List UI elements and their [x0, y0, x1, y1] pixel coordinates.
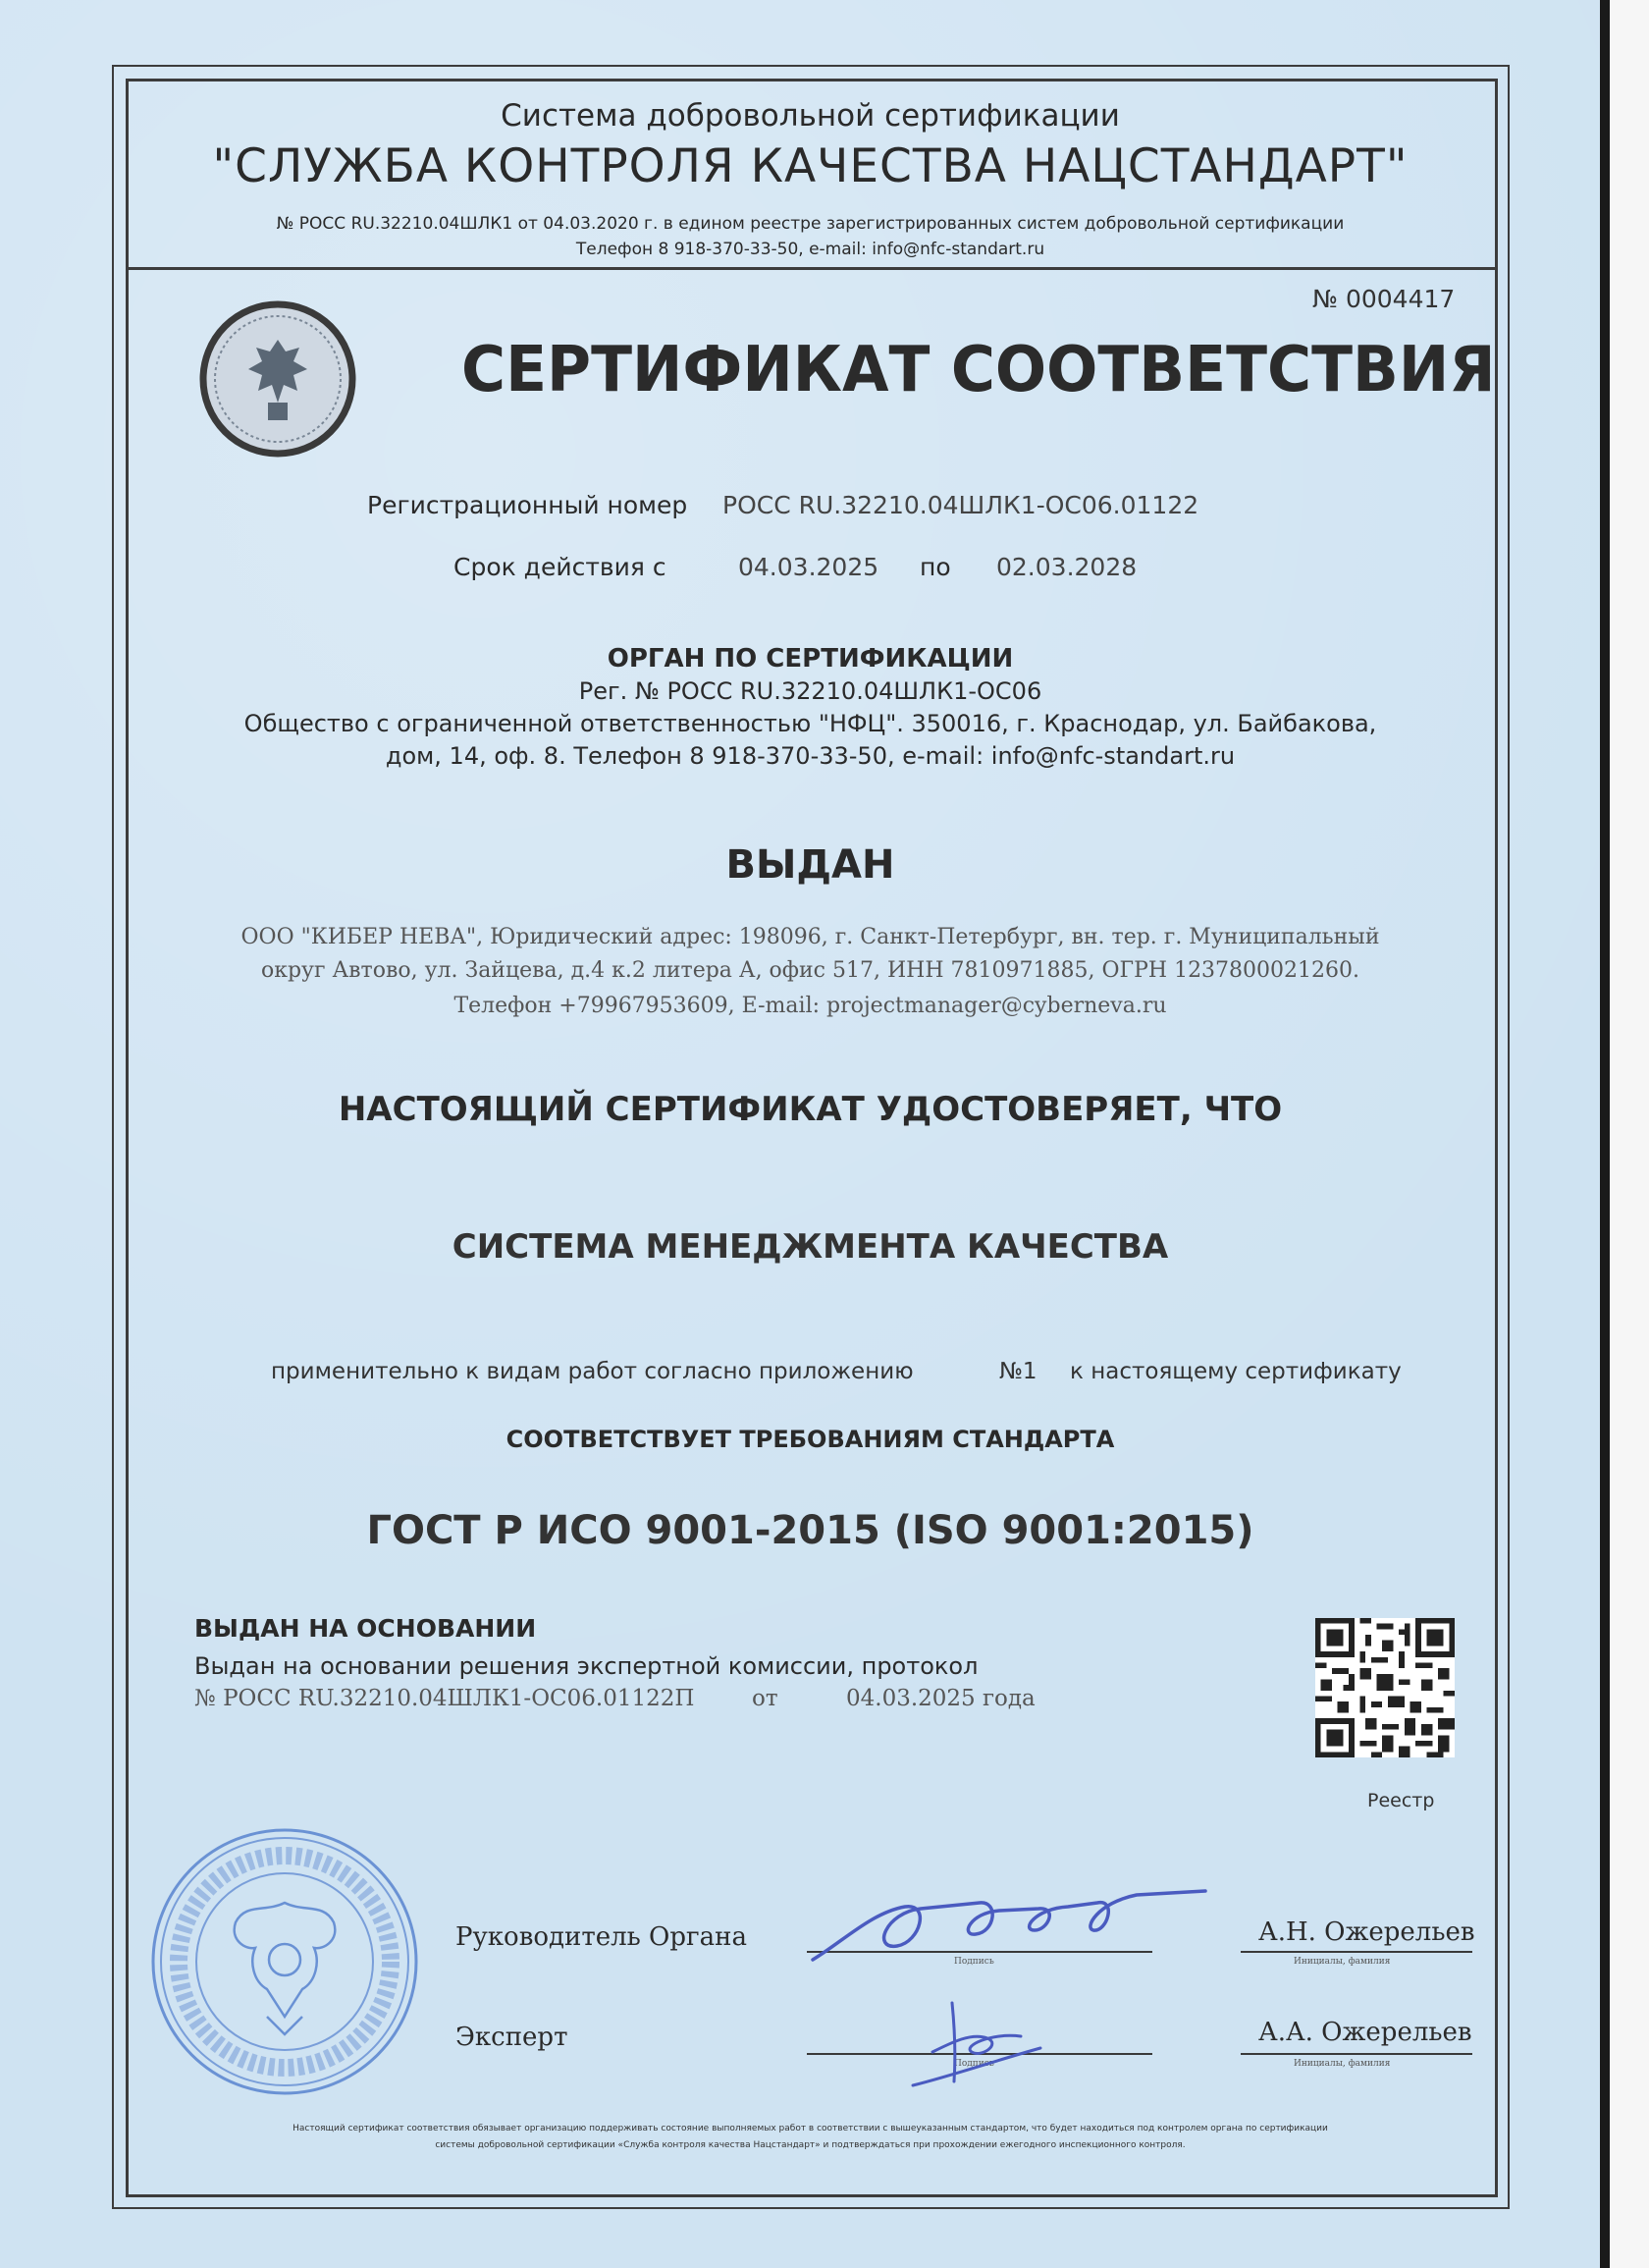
basis-from-label: от: [752, 1686, 778, 1711]
scope-number: №1: [999, 1359, 1037, 1384]
head-signature-sublabel: Подпись: [954, 1957, 994, 1967]
expert-signature-sublabel: Подпись: [954, 2059, 994, 2069]
scope-after: к настоящему сертификату: [1070, 1359, 1402, 1384]
expert-name-sublabel: Инициалы, фамилия: [1294, 2059, 1391, 2069]
certifies-statement: НАСТОЯЩИЙ СЕРТИФИКАТ УДОСТОВЕРЯЕТ, ЧТО: [338, 1090, 1283, 1129]
valid-to: 02.03.2028: [996, 553, 1138, 581]
organ-reg: Рег. № РОСС RU.32210.04ШЛК1-ОС06: [578, 677, 1042, 705]
expert-name: А.А. Ожерельев: [1258, 2018, 1472, 2047]
qr-label: Реестр: [1367, 1790, 1435, 1811]
head-role: Руководитель Органа: [455, 1922, 747, 1952]
footer-line2: системы добровольной сертификации «Служба контроля качества Нацстандарт» и подтверждаться при прохождении ежегодного инспекционного контроля.: [435, 2140, 1186, 2150]
scan-edge: [1600, 0, 1649, 2268]
footer-line1: Настоящий сертификат соответствия обязывает организацию поддерживать состояние выполняемых работ в соответствии с вышеуказанным стандартом, что будет находиться под контролем органа по сертификации: [293, 2124, 1328, 2133]
standard-name: ГОСТ Р ИСО 9001-2015 (ISO 9001:2015): [366, 1508, 1254, 1553]
expert-role: Эксперт: [455, 2023, 568, 2052]
expert-signature-icon: [893, 1993, 1070, 2091]
basis-heading: ВЫДАН НА ОСНОВАНИИ: [194, 1614, 537, 1643]
registry-line: № РОСС RU.32210.04ШЛК1 от 04.03.2020 г. в едином реестре зарегистрированных систем добровольной сертификации: [276, 214, 1345, 234]
head-signature-icon: [803, 1873, 1215, 1981]
qr-code-icon[interactable]: [1311, 1618, 1459, 1757]
organ-line2: дом, 14, оф. 8. Телефон 8 918-370-33-50, e-mail: info@nfc-standart.ru: [385, 742, 1236, 770]
emblem-seal-icon: [199, 300, 356, 458]
qms-subject: СИСТЕМА МЕНЕДЖМЕНТА КАЧЕСТВА: [452, 1227, 1169, 1267]
issued-line1: ООО "КИБЕР НЕВА", Юридический адрес: 198096, г. Санкт-Петербург, вн. тер. г. Муниципальный: [240, 925, 1380, 949]
basis-date: 04.03.2025 года: [846, 1686, 1036, 1711]
system-name: "СЛУЖБА КОНТРОЛЯ КАЧЕСТВА НАЦСТАНДАРТ": [212, 139, 1409, 193]
header-divider: [126, 267, 1495, 270]
system-line: Система добровольной сертификации: [501, 98, 1120, 134]
issued-heading: ВЫДАН: [725, 842, 895, 888]
expert-name-line: [1241, 2053, 1472, 2055]
issued-line2: округ Автово, ул. Зайцева, д.4 к.2 литера А, офис 517, ИНН 7810971885, ОГРН 1237800021260.: [260, 958, 1360, 983]
certificate-title: СЕРТИФИКАТ СООТВЕТСТВИЯ: [461, 334, 1496, 406]
head-name-line: [1241, 1951, 1472, 1953]
basis-protocol: № РОСС RU.32210.04ШЛК1-ОС06.01122П: [194, 1686, 695, 1711]
validity-label: Срок действия с: [453, 553, 666, 581]
valid-from: 04.03.2025: [738, 553, 879, 581]
issued-line3: Телефон +79967953609, E-mail: projectmanager@cyberneva.ru: [453, 994, 1167, 1018]
certificate-number: № 0004417: [1312, 285, 1456, 313]
organ-heading: ОРГАН ПО СЕРТИФИКАЦИИ: [607, 644, 1014, 674]
organ-line1: Общество с ограниченной ответственностью "НФЦ". 350016, г. Краснодар, ул. Байбакова,: [243, 710, 1377, 737]
reg-value: РОСС RU.32210.04ШЛК1-ОС06.01122: [722, 491, 1199, 519]
complies-statement: СООТВЕТСТВУЕТ ТРЕБОВАНИЯМ СТАНДАРТА: [505, 1426, 1115, 1453]
contact-line: Телефон 8 918-370-33-50, e-mail: info@nfc-standart.ru: [575, 240, 1045, 259]
head-name: А.Н. Ожерельев: [1258, 1917, 1475, 1947]
basis-line1: Выдан на основании решения экспертной комиссии, протокол: [194, 1652, 979, 1680]
scope-before: применительно к видам работ согласно приложению: [271, 1359, 914, 1384]
to-label: по: [920, 553, 951, 581]
head-name-sublabel: Инициалы, фамилия: [1294, 1957, 1391, 1967]
round-stamp-icon: [147, 1824, 422, 2099]
reg-label: Регистрационный номер: [367, 491, 688, 519]
